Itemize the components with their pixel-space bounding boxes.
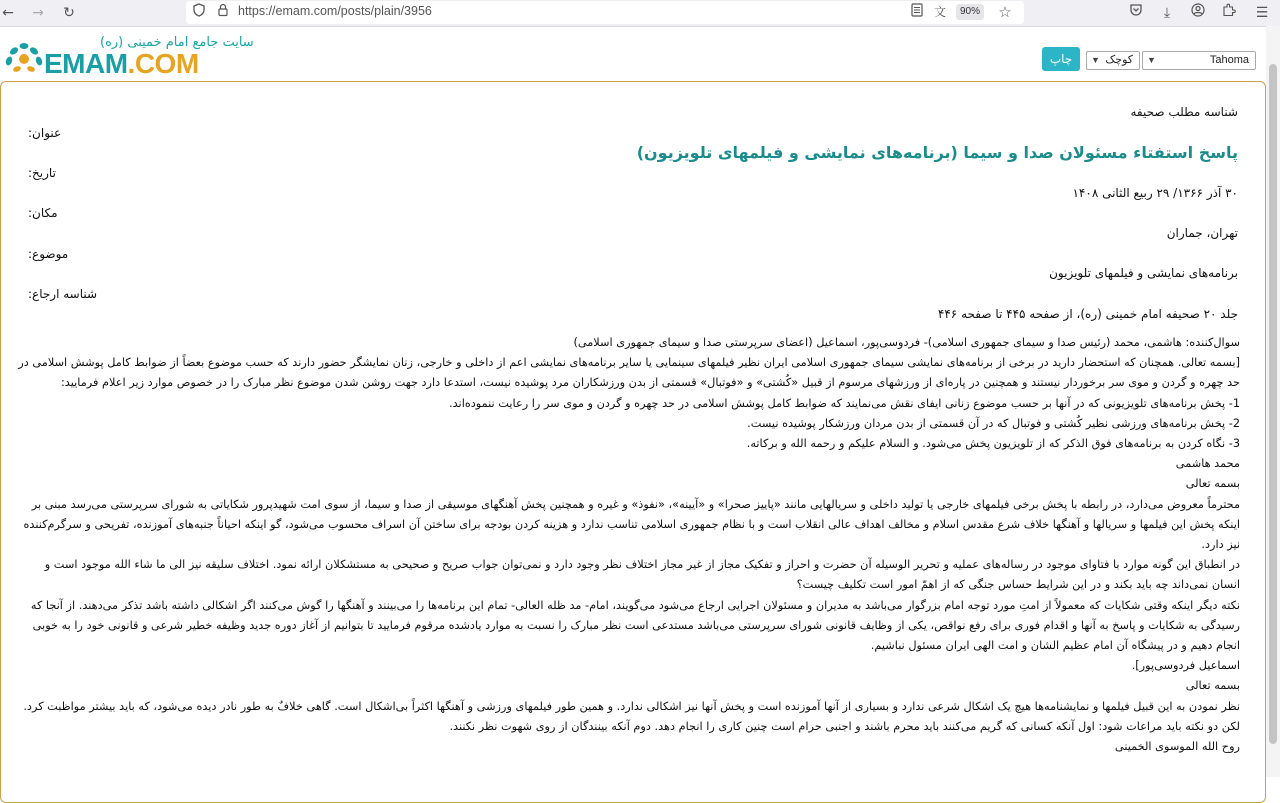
translate-icon[interactable]: 文	[933, 5, 946, 19]
logo-subtitle: سایت جامع امام خمینی (ره)	[100, 35, 254, 50]
font-family-select[interactable]	[1142, 51, 1256, 70]
paragraph: نظر نمودن به این قبیل فیلمها و نمایشنامه‌ها هیچ یک اشکال شرعی ندارد و بسیاری از آنها آموزنده است و پخش آنها نیز اشکالی ندارد. و همین طور فیلمهای ورزشی و آهنگها اکثراً بی‌اشکال است. گاهی خلافٌ به طور نادر دیده می‌شود، که باید بیشتر مواظبت کرد. لکن دو نکته باید مراعات شود: اول آنکه کسانی که گریم می‌کنند باید محرم باشند و اجنبی حرام است چنین کاری را انجام دهد. دوم آنکه بینندگان از روی شهوت نظر نکنند.	[23, 699, 1240, 733]
zoom-level[interactable]: 90%	[956, 4, 984, 20]
extensions-icon[interactable]	[1219, 3, 1239, 23]
site-logo[interactable]	[0, 35, 254, 79]
paragraph: 3- نگاه کردن به برنامه‌های فوق الذکر که از تلویزیون پخش می‌شود. و السلام علیکم و رحمه الله و برکاته.	[746, 437, 1240, 451]
paragraph: 2- پخش برنامه‌های ورزشی نظیر کُشتی و فوتبال که در آن قسمتی از بدن مردان ورزشکار پوشیده نیست.	[747, 416, 1240, 430]
paragraph: سوال‌کننده: هاشمی، محمد (رئیس صدا و سیمای جمهوری اسلامی)- فردوسی‌پور، اسماعیل (اعضای سرپرستی صدا و سیمای جمهوری اسلامی)	[573, 336, 1240, 349]
address-bar[interactable]	[186, 1, 1024, 24]
shield-icon[interactable]	[190, 3, 208, 21]
paragraph: در انطباق این گونه موارد با فتاوای موجود در رساله‌های عملیه و تحریر الوسیله آن حضرت و احراز و تفکیک مجاز از غیر مجاز اختلاف نظر وجود دارد و نمی‌توان جواب صریح و صحیحی به مستشکلان ارائه نمود. اختلاف سلیقه نیز الی ما شاء الله موجود است و انسان نمی‌داند چه باید بکند و در این شرایط حساس جنگی که از اهمّ امور است تکلیف چیست؟	[44, 558, 1240, 592]
lock-icon[interactable]	[214, 3, 232, 21]
subject-value: برنامه‌های نمایشی و فیلمهای تلویزیون	[1049, 266, 1238, 280]
reader-view-icon[interactable]	[908, 3, 926, 21]
place-label: مکان:	[28, 206, 58, 220]
back-icon[interactable]: ←	[2, 5, 14, 21]
font-size-value: کوچک	[1105, 54, 1133, 66]
paragraph: اسماعیل فردوسی‌پور].	[1131, 659, 1240, 673]
paragraph: 1- پخش برنامه‌های تلویزیونی که در آنها بر حسب موضوع زنانی ایفای نقش می‌نمایند که ضوابط کامل پوشش اسلامی در حد چهره و گردن و موی سر را رعایت ننموده‌اند.	[449, 396, 1240, 410]
logo-wordmark	[44, 48, 199, 80]
reload-icon[interactable]: ↻	[63, 5, 75, 21]
bookmark-star-icon[interactable]: ☆	[998, 3, 1012, 21]
subject-label: موضوع:	[28, 247, 69, 261]
reference-value: جلد ۲۰ صحیفه امام خمینی (ره)، از صفحه ۴۴۵ تا صفحه ۴۴۶	[937, 307, 1238, 321]
font-size-select[interactable]	[1086, 51, 1140, 70]
paragraph: بسمه تعالی	[1185, 679, 1240, 693]
chevron-down-icon: ▼	[1091, 55, 1100, 65]
page-scrollbar[interactable]	[1266, 26, 1280, 777]
menu-icon[interactable]: ☰	[1255, 5, 1269, 21]
page-title: پاسخ استفتاء مسئولان صدا و سیما (برنامه‌های نمایشی و فیلمهای تلویزیون)	[636, 143, 1238, 162]
title-label: عنوان:	[28, 126, 62, 140]
download-icon[interactable]: ⤓	[1163, 5, 1171, 21]
place-value: تهران، جماران	[1166, 226, 1238, 240]
pocket-icon[interactable]	[1126, 3, 1146, 23]
browser-toolbar	[0, 0, 1280, 27]
font-family-value: Tahoma	[1209, 54, 1249, 66]
paragraph: محمد هاشمی	[1175, 457, 1240, 471]
paragraph: [بسمه تعالی. همچنان که استحضار دارید در برخی از برنامه‌های نمایشی سیمای جمهوری اسلامی ایران نظیر فیلمهای سینمایی یا سایر برنامه‌های نمایشی اعم از داخلی و خارجی، زنان نمایشگر حضور دارند که حسب موضوع بعضاً از ضوابط کامل پوشش اسلامی در حد چهره و گردن و موی سر برخوردار نیستند و همچنین در پاره‌ای از ورزشهای مرسوم از قبیل «کُشتی» و «فوتبال» قسمتی از بدن ورزشکاران مرد پوشیده نیست، استدعا دارد جهت روشن شدن موضوع نظر مبارک را در خصوص موارد زیر اعلام فرمایید:	[18, 356, 1240, 390]
logo-flower-icon	[2, 37, 46, 77]
scrollbar-thumb[interactable]	[1269, 64, 1277, 744]
date-label: تاریخ:	[28, 166, 56, 180]
url-text[interactable]: https://emam.com/posts/plain/3956	[238, 4, 432, 18]
logo-main-text: EMAM	[44, 48, 128, 79]
print-button[interactable]: چاپ	[1042, 47, 1080, 71]
article-body	[14, 333, 1240, 757]
paragraph: نکته دیگر اینکه وقتی شکایات که معمولاً از امتِ مورد توجه امام بزرگوار می‌باشد به مدیران و مسئولان اجرایی ارجاع می‌شود می‌گویند، امام- مد ظله العالی- تمام این برنامه‌ها را می‌بینند و آهنگها را گوش می‌کنند اگر اشکالی داشته باشد تذکر می‌دهند. از آنجا که رسیدگی به شکایات و پاسخ به آنها و اقدام فوری برای رفع نواقص، یکی از وظایف قانونی شورای سرپرستی می‌باشد مستدعی است نظر مبارک را نسبت به موارد یادشده مرقوم فرمایید تا بتوانیم از آغاز دوره جدید وظیفه خطیر شرعی و قانونی خود را به خوبی انجام دهیم و در پیشگاه آن امام عظیم الشان و امت الهی ایران مسئول نباشیم.	[30, 598, 1240, 653]
reference-label: شناسه ارجاع:	[28, 287, 98, 301]
paragraph: بسمه تعالی	[1185, 477, 1240, 491]
paragraph: محترماً معروض می‌دارد، در رابطه با پخش برخی فیلمهای خارجی یا تولید داخلی و سریالهایی مانند «پاییز صحرا» و «آیینه»، «نفوذ» و غیره و همچنین پخش آهنگهای موسیقی از صدا و سیما، از سوی امت شهیدپرور شکایاتی به شورای سرپرستی می‌رسد مبنی بر اینکه پخش این فیلمها و سریالها و آهنگها خلاف شرع مقدس اسلام و مخالف اهداف عالی انقلاب است و با نظام جمهوری اسلامی تناسب ندارد و هزینه کردن بودجه برای ساختن آن اسراف محسوب می‌شود، گو اینکه احیاناً جنبه‌های آموزنده، تفریحی و سرگرم‌کننده نیز دارد.	[23, 497, 1240, 552]
chevron-down-icon: ▼	[1147, 55, 1156, 65]
paragraph: روح الله الموسوی الخمینی	[1114, 740, 1240, 754]
account-icon[interactable]	[1188, 3, 1208, 23]
date-value: ۳۰ آذر ۱۳۶۶/ ۲۹ ربیع الثانی ۱۴۰۸	[1072, 186, 1238, 200]
logo-suffix: .COM	[127, 48, 199, 79]
section-header: شناسه مطلب صحیفه	[1130, 105, 1238, 119]
forward-icon[interactable]: →	[32, 5, 44, 21]
